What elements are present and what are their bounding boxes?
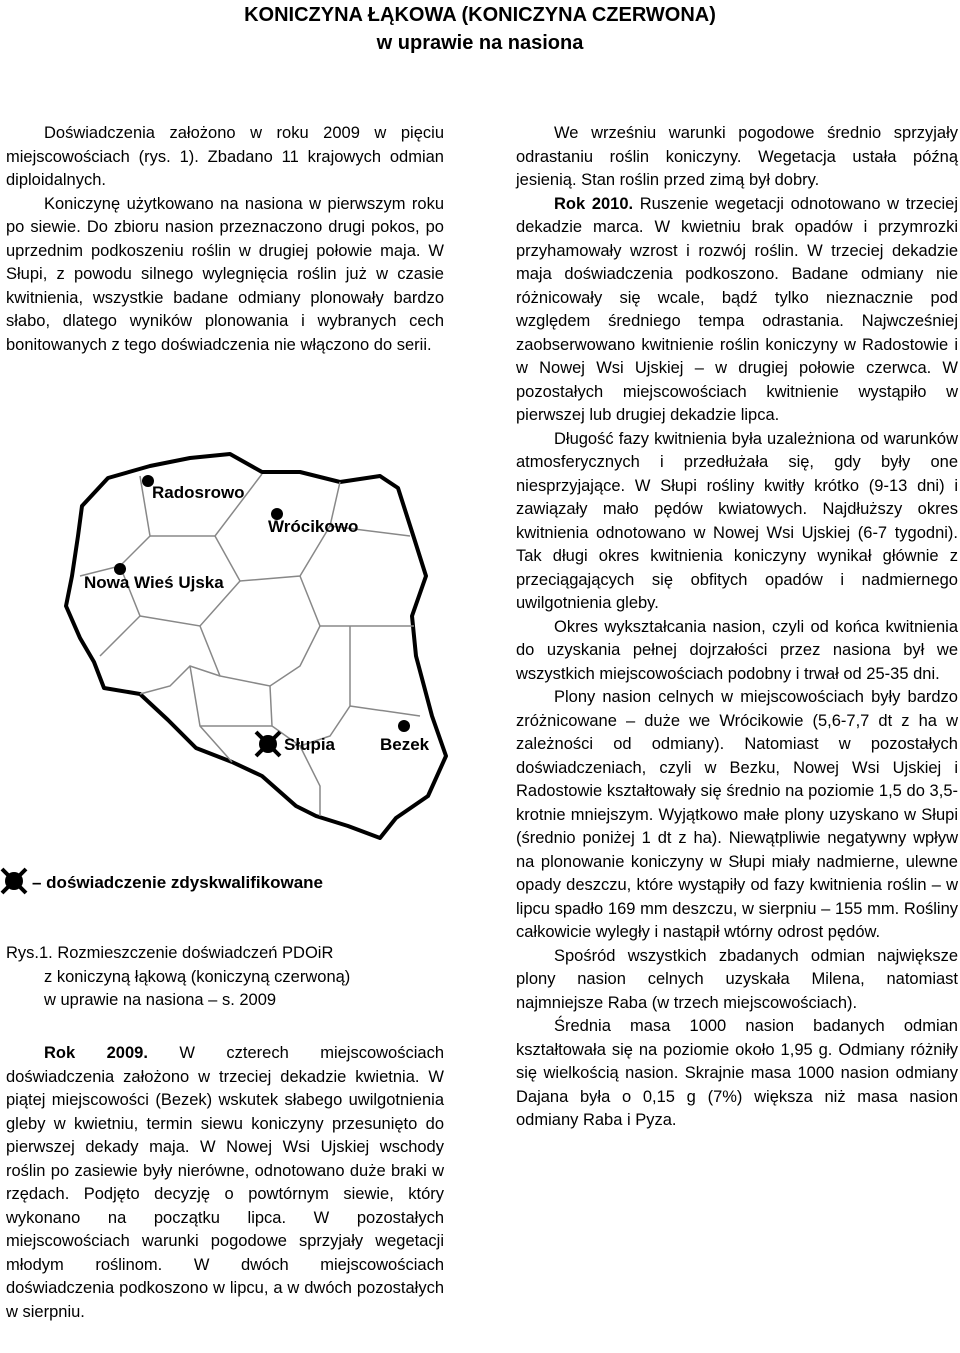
paragraph: Długość fazy kwitnienia była uzależniona od warunków atmosferycznych i przedłużała się, gdy były one niesprzyjające. W Słupi rośliny kwitły krótko (9-13 dni) i zawiązały mało pędów kwiatowych. Najdłuższy okres kwitnienia odnotowano w Nowej Wsi Ujskiej (6-7 tygodni). Tak długi okres kwitnienia koniczyny wynikał głównie z przeciągających się obfitych opadów i nadmiernego uwilgotnienia gleby.: [516, 429, 958, 612]
paragraph: We wrześniu warunki pogodowe średnio sprzyjały odrastaniu roślin koniczyny. Wegetacja ustała późną jesienią. Stan roślin przed zimą był dobry.: [516, 124, 958, 189]
paragraph: Koniczynę użytkowano na nasiona w pierwszym roku po siewie. Do zbioru nasion przeznaczono drugi pokos, po uprzednim podkoszeniu roślin w drugiej połowie maja. W Słupi, z powodu silnego wylegnięcia roślin już w czasie kwitnienia, wszystkie badane odmiany plonowały bardzo słabo, dlatego wyników plonowania i wybranych cech bonitowanych z tego doświadczenia nie włączono do serii.: [6, 194, 444, 354]
paragraph-text: W czterech miejscowościach doświadczenia założono w trzeciej dekadzie kwietnia. W piątej miejscowości (Bezek) wskutek słabego uwilgotnienia gleby w kwietniu, termin siewu koniczyny przesunięto do pierwszej dekady maja. W Nowej Wsi Ujskiej wschody roślin po zasiewie były nierówne, odnotowano duże braki w rzędach. Podjęto decyzję o powtórnym siewie, który wykonano na początku lipca. W pozostałych miejscowościach warunki pogodowe sprzyjały wegetacji młodym roślinom. W dwóch miejscowościach doświadczenia podkoszono w lipcu, a w dwóch pozostałych w sierpniu.: [6, 1044, 444, 1321]
paragraph-rok-2010: [516, 193, 958, 428]
location-label-nowa-wies-ujska: Nowa Wieś Ujska: [84, 573, 224, 592]
figure-caption: [6, 942, 446, 1013]
right-column: [516, 122, 958, 1133]
year-heading-2010: Rok 2010.: [554, 194, 634, 213]
caption-line: w uprawie na nasiona – s. 2009: [44, 991, 277, 1009]
location-label-wrocikowo: Wrócikowo: [268, 517, 359, 536]
poland-outline: [66, 454, 446, 838]
left-column: [6, 122, 444, 357]
location-label-radosrowo: Radosrowo: [152, 483, 245, 502]
caption-line: Rys.1. Rozmieszczenie doświadczeń PDOiR: [6, 944, 334, 962]
left-column-lower: [6, 1042, 444, 1324]
location-marker-bezek: [398, 720, 410, 732]
paragraph: Okres wykształcania nasion, czyli od końca kwitnienia do uzyskania pełnej dojrzałości przez nasiona był we wszystkich miejscowościach podobny i trwał od 25-35 dni.: [516, 617, 958, 683]
paragraph-rok-2009: [6, 1042, 444, 1324]
year-heading-2009: Rok 2009.: [44, 1044, 148, 1062]
legend-disqualified-icon: [2, 869, 26, 893]
paragraph: Spośród wszystkich zbadanych odmian największe plony nasion celnych uzyskała Milena, natomiast najmniejsze Raba (w trzech miejscowościach).: [516, 946, 958, 1012]
location-label-slupia: Słupia: [284, 735, 336, 754]
paragraph: Średnia masa 1000 nasion badanych odmian kształtowała się na poziomie około 1,95 g. Odmiany różniły się wielkością nasion. Skrajnie masa 1000 nasion odmiany Dajana była o 0,15 g (7%) większa niż masa nasion odmiany Raba i Pyza.: [516, 1017, 958, 1129]
document-title-line1: KONICZYNA ŁĄKOWA (KONICZYNA CZERWONA): [244, 4, 716, 26]
document-title-line2: w uprawie na nasiona: [376, 32, 584, 54]
paragraph: Doświadczenia założono w roku 2009 w pięciu miejscowościach (rys. 1). Zbadano 11 krajowych odmian diploidalnych.: [6, 124, 444, 189]
caption-line: z koniczyną łąkową (koniczyną czerwoną): [44, 967, 351, 986]
paragraph: Plony nasion celnych w miejscowościach były bardzo zróżnicowane – duże we Wrócikowie (5,6-7,7 dt z ha w zależności od odmiany). Natomiast w pozostałych doświadczeniach, czyli w Bezku, Nowej Wsi Ujskiej i Radostowie kształtowały się średnio na poziomie 1,5 do 3,5-krotnie mniejszym. Wyjątkowo małe plony uzyskano w Słupi (średnio poniżej 1 dt z ha). Niewątpliwie negatywny wpływ na plonowanie koniczyny w Słupi miały nadmierne, ulewne opady deszczu, które wystąpiły od fazy kwitnienia roślin – w lipcu spadło 169 mm deszczu, w sierpniu – 155 mm. Rośliny całkowicie wyległy i nastąpił wtórny odrost pędów.: [516, 688, 958, 941]
paragraph-text: Ruszenie wegetacji odnotowano w trzeciej dekadzie marca. W kwietniu brak opadów i przymrozki przyhamowały wzrost i rozwój roślin. W trzeciej dekadzie maja doświadczenia podkoszono. Badane odmiany nie różnicowały się wcale, bądź tylko nieznacznie pod względem średniego tempa odrastania. Najwcześniej zaobserwowano kwitnienie roślin koniczyny w Radostowie i w Nowej Wsi Ujskiej – w drugiej połowie czerwca. W pozostałych miejscowościach kwitnienie wystąpiło w pierwszej lub drugiej dekadzie lipca.: [516, 194, 958, 424]
location-label-bezek: Bezek: [380, 735, 430, 754]
poland-map: [0, 426, 450, 906]
legend-label: – doświadczenie zdyskwalifikowane: [32, 873, 323, 892]
disqualified-marker-slupia: [256, 732, 280, 756]
